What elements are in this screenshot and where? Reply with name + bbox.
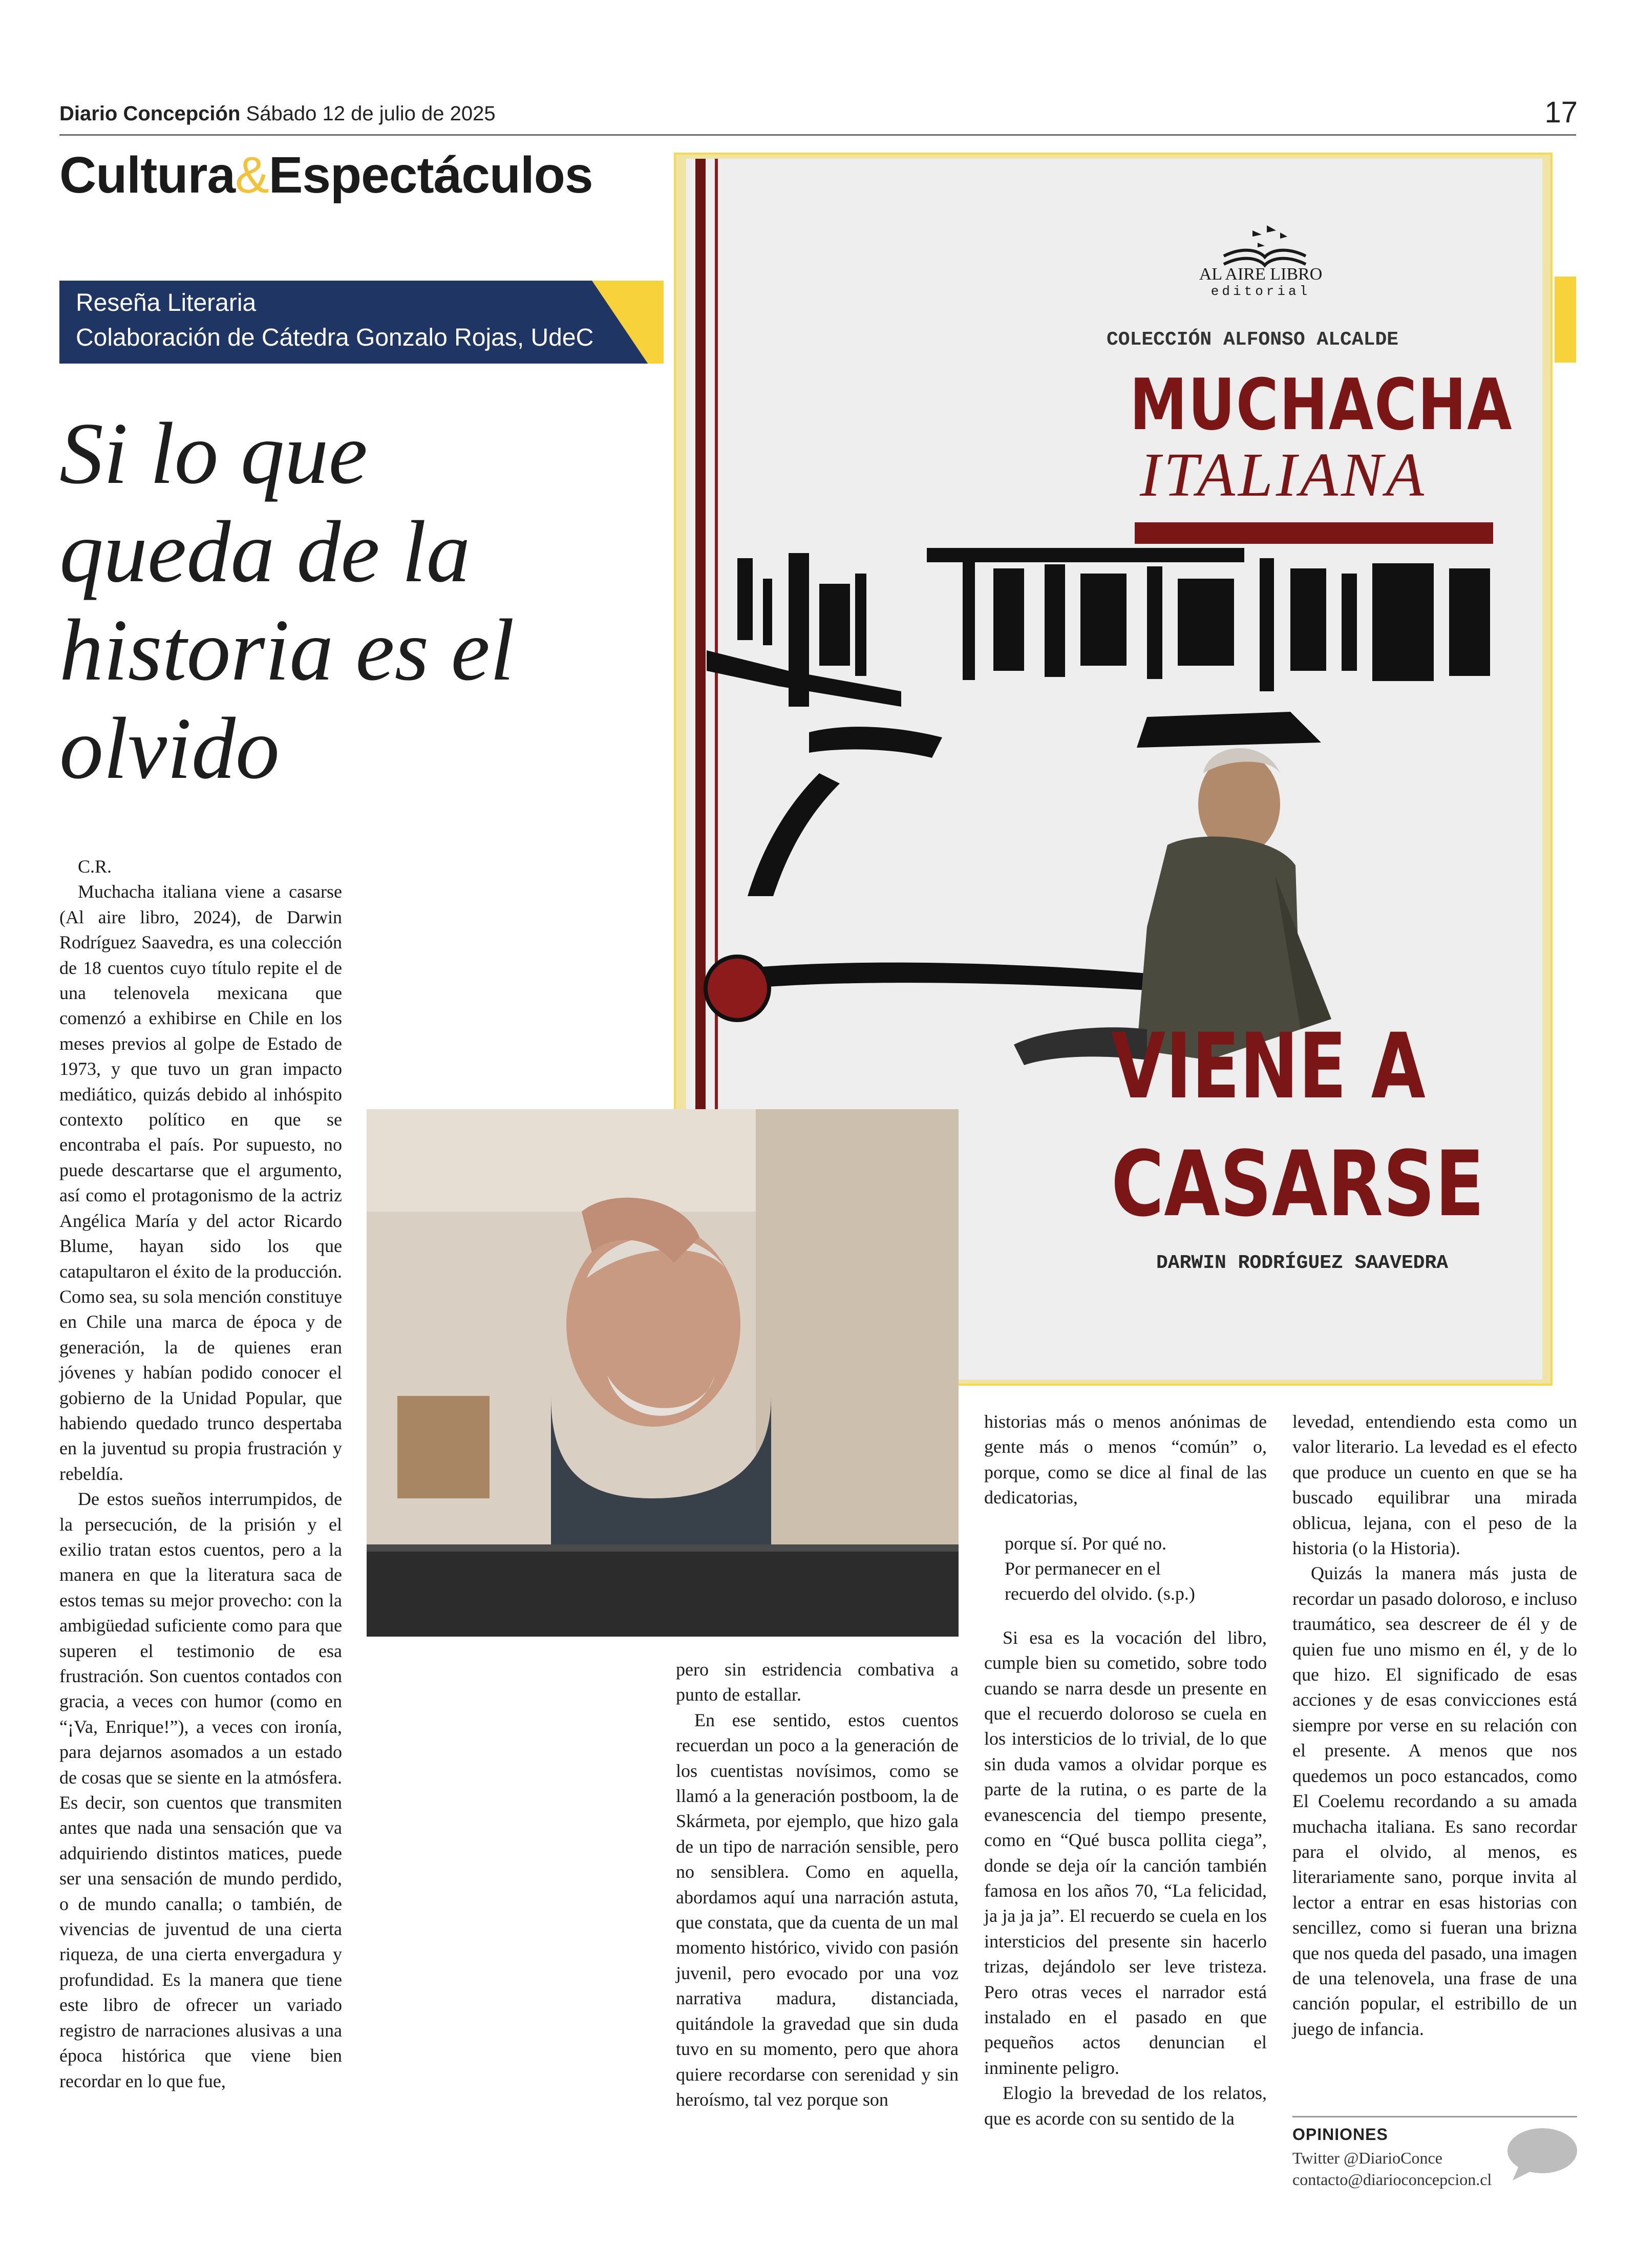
article-byline: C.R. — [78, 856, 112, 877]
review-banner — [59, 281, 664, 364]
verse-line: Por permanecer en el — [1005, 1558, 1161, 1579]
article-paragraph: De estos sueños interrumpidos, de la persecución, de la prisión y el exilio tratan estos cuentos, pero a la manera en que la literatura saca de estos temas su mejor provecho: con la ambigüedad suficiente como para que superen el testimonio de esa frustración. Son cuentos contados con gracia, a veces con humor (como en “¡Va, Enrique!”), a veces con ironía, para dejarnos asomados a un estado de cosas que se siente en la atmósfera. Es decir, son cuentos que transmiten antes que nada una sensación que va adquiriendo distintos matices, puede ser una sensación de mundo perdido, o de mundo canalla; o también, de vivencias de juventud de una cierta riqueza, de una cierta envergadura y profundidad. Es la manera que tiene este libro de ofrecer un variado registro de narraciones alusivas a una época histórica que viene bien recordar en lo que fue, — [59, 1489, 342, 2091]
cover-title-muchacha: MUCHACHA — [1130, 364, 1513, 446]
banner-accent — [592, 281, 664, 364]
article-paragraph: En ese sentido, estos cuentos recuerdan un poco a la generación de los cuentistas novísimos, como se llamó a la generación postboom, la de Skármeta, por ejemplo, que hizo gala de un tipo de narración sensible, pero no sensiblera. Como en aquella, abordamos aquí una narración astuta, que constata, que da cuenta de un mal momento histórico, vivido con pasión juvenil, pero evocado por una voz narrativa madura, distanciada, quitándole la gravedad que sin duda tuvo en su momento, pero que ahora quiere recordarse con serenidad y sin heroísmo, tal vez porque son — [676, 1709, 959, 2110]
banner-credit: Colaboración de Cátedra Gonzalo Rojas, UdeC — [76, 324, 594, 351]
article-column-3 — [984, 1409, 1267, 2131]
section-title-part-1: Cultura — [59, 146, 235, 204]
header-rule — [59, 134, 1576, 136]
cover-author: DARWIN RODRÍGUEZ SAAVEDRA — [1156, 1252, 1449, 1274]
cover-collection: COLECCIÓN ALFONSO ALCALDE — [1106, 329, 1399, 351]
article-column-4 — [1292, 1409, 1577, 2042]
headline-line-1: Si lo que — [59, 405, 368, 502]
quoted-verse — [1005, 1531, 1267, 1607]
verse-line: porque sí. Por qué no. — [1005, 1533, 1166, 1554]
article-paragraph: levedad, entendiendo esta como un valor literario. La levedad es el efecto que produce un cuento en que se ha buscado equilibrar una mirada oblicua, lejana, con el peso de la historia (o la Historia). — [1292, 1411, 1577, 1559]
article-paragraph: pero sin estridencia combativa a punto de estallar. — [676, 1659, 959, 1705]
headline-line-3: historia es el — [59, 602, 515, 699]
cover-title-viene-a: VIENE A — [1111, 1014, 1426, 1119]
section-ampersand: & — [235, 146, 269, 204]
section-title — [59, 146, 592, 205]
article-column-2 — [676, 1657, 959, 2112]
cover-title-bar — [1135, 522, 1493, 544]
headline — [59, 405, 684, 798]
headline-line-2: queda de la — [59, 503, 471, 601]
publisher-subtitle: editorial — [1210, 284, 1311, 299]
opinions-title: OPINIONES — [1292, 2125, 1388, 2144]
article-paragraph: historias más o menos anónimas de gente más o menos “común” o, porque, como se dice al final de las dedicatorias, — [984, 1411, 1267, 1508]
headline-line-4: olvido — [59, 700, 280, 797]
author-photo-illustration — [367, 1109, 959, 1637]
article-paragraph: Muchacha italiana viene a casarse (Al aire libro, 2024), de Darwin Rodríguez Saavedra, es una colección de 18 cuentos cuyo título repite el de una telenovela mexicana que comenzó a exhibirse en Chile en los meses previos al golpe de Estado de 1973, y que tuvo un gran impacto mediático, quizás debido al inhóspito contexto político en que se encontraba el país. Por supuesto, no puede descartarse que el argumento, así como el protagonismo de la actriz Angélica María y del actor Ricardo Blume, hayan sido los que catapultaron el éxito de la producción. Como sea, su sola mención constituye en Chile una marca de época y de generación, la de quienes eran jóvenes y habían podido conocer el gobierno de la Unidad Popular, que habiendo quedado trunco despertaba en la juventud su propia frustración y rebeldía. — [59, 881, 342, 1484]
page-number: 17 — [1544, 96, 1578, 129]
speech-bubble-icon — [1503, 2125, 1579, 2182]
publisher-name: AL AIRE LIBRO — [1199, 265, 1323, 284]
publisher-logo-icon — [1203, 200, 1326, 323]
opinions-email: contacto@diarioconcepcion.cl — [1292, 2170, 1492, 2189]
author-photo — [367, 1109, 959, 1637]
banner-kicker: Reseña Literaria — [76, 289, 257, 316]
cover-title-casarse: CASARSE — [1111, 1132, 1484, 1237]
article-paragraph: Si esa es la vocación del libro, cumple bien su cometido, sobre todo cuando se narra desde un presente en que el recuerdo doloroso se cuela en los intersticios de lo trivial, de lo que sin duda vamos a olvidar porque es parte de la rutina, o es parte de la evanescencia del tiempo presente, como en “Qué busca pollita ciega”, donde se deja oír la canción también famosa en los años 70, “La felicidad, ja ja ja ja”. El recuerdo se cuela en los intersticios del presente sin hacerlo trizas, dejándolo ser leve tristeza. Pero otras veces el narrador está instalado en el pasado en que pequeños actos denuncian el inminente peligro. — [984, 1627, 1267, 2078]
cover-edge-accent — [1555, 277, 1576, 363]
cover-title-italiana: ITALIANA — [1140, 440, 1427, 510]
article-paragraph: Quizás la manera más justa de recordar un pasado doloroso, e incluso traumático, sea descreer de él y de quien fue uno mismo en él, y de lo que hizo. El significado de esas acciones y de esas convicciones está siempre por verse en su relación con el presente. A menos que nos quedemos un poco estancados, como El Coelemu recordando a su amada muchacha italiana. Es sano recordar para el olvido, al menos, es literariamente sano, porque invita al lector a entrar en esas historias con sencillez, como si fueran una brizna que nos queda del pasado, una imagen de una telenovela, una frase de una canción popular, el estribillo de un juego de infancia. — [1292, 1563, 1577, 2039]
issue-date: Sábado 12 de julio de 2025 — [246, 102, 496, 125]
article-column-1 — [59, 854, 342, 2094]
masthead — [59, 102, 496, 125]
verse-line: recuerdo del olvido. (s.p.) — [1005, 1583, 1195, 1604]
opinions-twitter: Twitter @DiarioConce — [1292, 2149, 1442, 2167]
newspaper-name: Diario Concepción — [59, 102, 241, 125]
section-title-part-2: Espectáculos — [268, 146, 593, 204]
article-paragraph: Elogio la brevedad de los relatos, que es acorde con su sentido de la — [984, 2083, 1267, 2129]
opinions-rule — [1292, 2116, 1577, 2117]
